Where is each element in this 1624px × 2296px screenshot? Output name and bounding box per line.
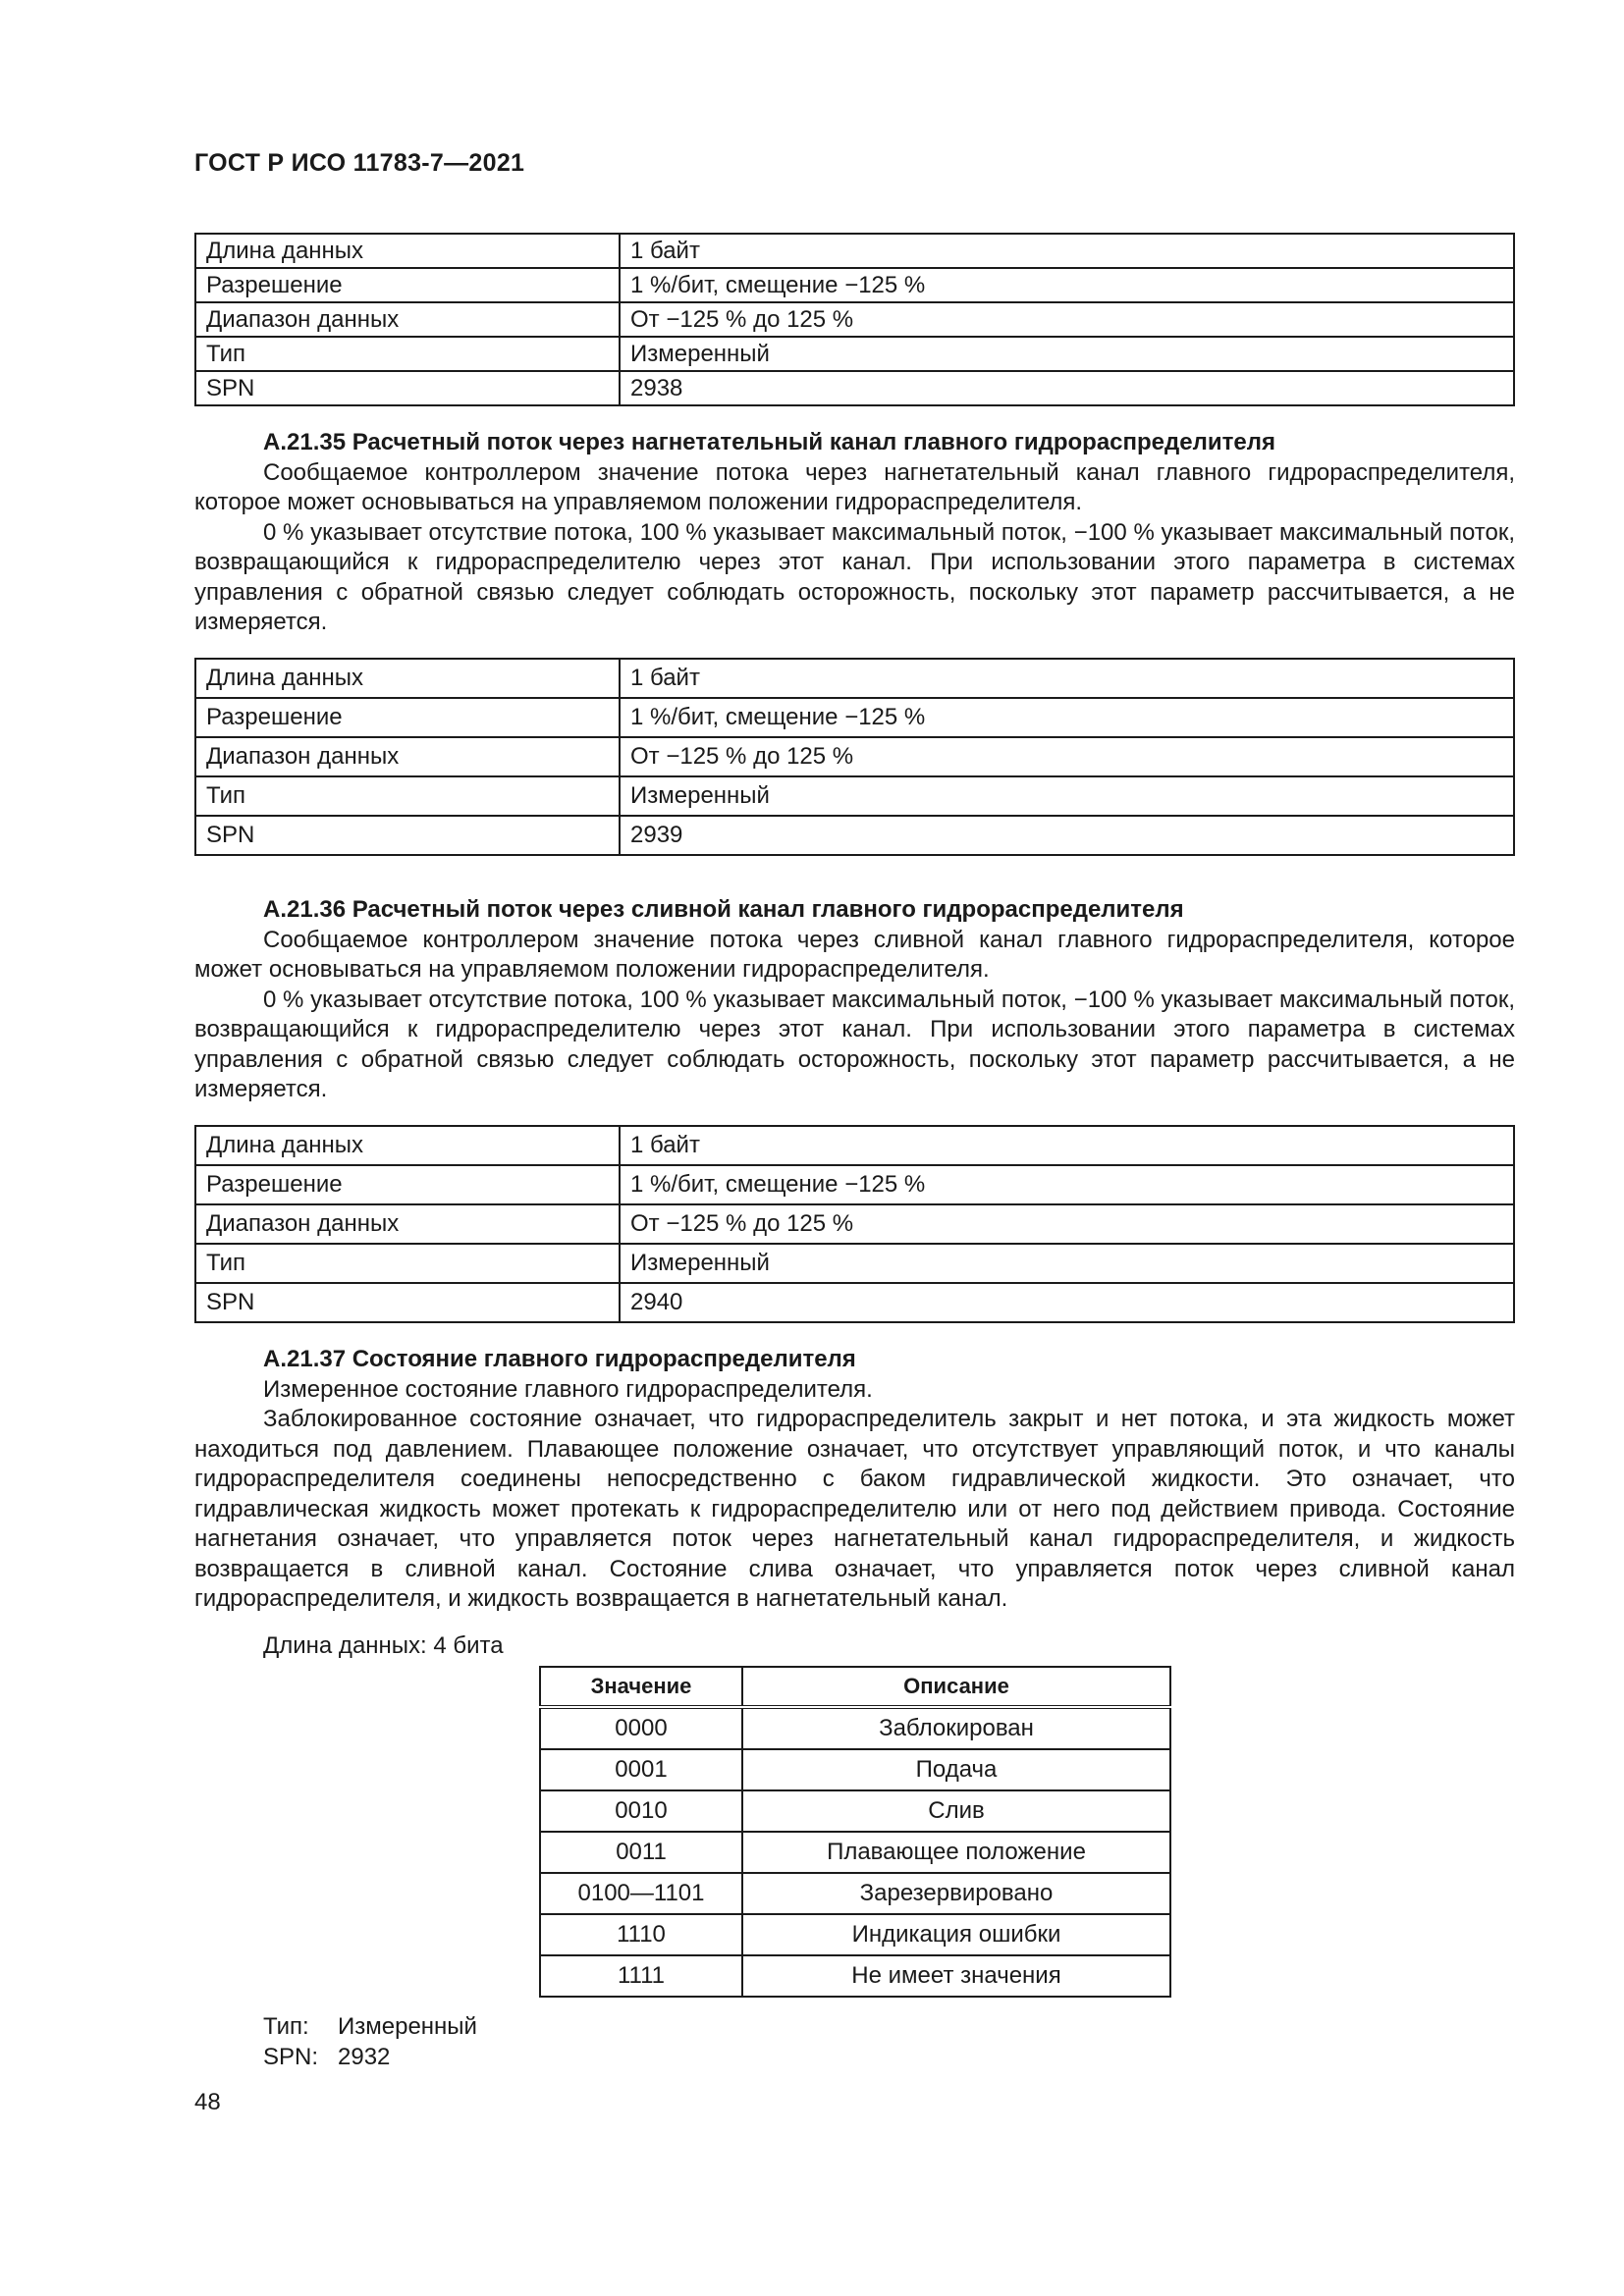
parameter-table-2938 xyxy=(194,233,1515,406)
param-value: Измеренный xyxy=(620,1244,1514,1283)
state-value: 1111 xyxy=(540,1955,742,1997)
param-label: Тип xyxy=(195,1244,620,1283)
document-header: ГОСТ Р ИСО 11783-7—2021 xyxy=(194,149,525,177)
table-row xyxy=(195,698,1514,737)
table-row xyxy=(195,659,1514,698)
param-label: Диапазон данных xyxy=(195,302,620,337)
param-label: Разрешение xyxy=(195,698,620,737)
param-label: Диапазон данных xyxy=(195,737,620,776)
table-row xyxy=(195,302,1514,337)
param-value: От −125 % до 125 % xyxy=(620,1204,1514,1244)
type-value: Измеренный xyxy=(338,2013,477,2040)
type-line xyxy=(263,2012,477,2043)
parameter-table-2939 xyxy=(194,658,1515,856)
state-value: 0100—1101 xyxy=(540,1873,742,1914)
type-label: Тип: xyxy=(263,2013,309,2040)
paragraph: 0 % указывает отсутствие потока, 100 % указывает максимальный поток, −100 % указывает максимальный поток, возвращающийся к гидрораспределителю через этот канал. При использовании этого параметра в системах управления с обратной связью следует соблюдать осторожность, поскольку этот параметр рассчитывается, а не измеряется. xyxy=(194,986,1515,1102)
table-row xyxy=(195,1126,1514,1165)
table-row xyxy=(195,1244,1514,1283)
state-description: Зарезервировано xyxy=(742,1873,1170,1914)
paragraph: Измеренное состояние главного гидрораспределителя. xyxy=(263,1375,873,1403)
param-value: 1 байт xyxy=(620,659,1514,698)
table-row xyxy=(195,737,1514,776)
param-label: SPN xyxy=(195,371,620,405)
table-row xyxy=(540,1790,1170,1832)
state-description: Слив xyxy=(742,1790,1170,1832)
table-row xyxy=(195,1165,1514,1204)
param-label: Длина данных xyxy=(195,1126,620,1165)
column-header-value: Значение xyxy=(540,1667,742,1707)
paragraph: 0 % указывает отсутствие потока, 100 % указывает максимальный поток, −100 % указывает максимальный поток, возвращающийся к гидрораспределителю через этот канал. При использовании этого параметра в системах управления с обратной связью следует соблюдать осторожность, поскольку этот параметр рассчитывается, а не измеряется. xyxy=(194,518,1515,635)
table-row xyxy=(195,1204,1514,1244)
param-value: От −125 % до 125 % xyxy=(620,737,1514,776)
paragraph: Сообщаемое контроллером значение потока через нагнетательный канал главного гидрораспределителя, которое может основываться на управляемом положении гидрораспределителя. xyxy=(194,458,1515,515)
table-row xyxy=(540,1914,1170,1955)
param-value: Измеренный xyxy=(620,776,1514,816)
param-value: 1 %/бит, смещение −125 % xyxy=(620,698,1514,737)
state-description: Заблокирован xyxy=(742,1707,1170,1749)
table-row xyxy=(195,268,1514,302)
param-value: 1 %/бит, смещение −125 % xyxy=(620,268,1514,302)
table-row xyxy=(540,1873,1170,1914)
section-heading: А.21.37 Состояние главного гидрораспределителя xyxy=(263,1346,856,1372)
state-description: Индикация ошибки xyxy=(742,1914,1170,1955)
type-spn-info xyxy=(263,2012,477,2072)
table-header-row xyxy=(540,1667,1170,1707)
paragraph: Сообщаемое контроллером значение потока через сливной канал главного гидрораспределителя, которое может основываться на управляемом положении гидрораспределителя. xyxy=(194,926,1515,983)
state-value: 0011 xyxy=(540,1832,742,1873)
param-value: 2940 xyxy=(620,1283,1514,1322)
section-a-21-35 xyxy=(194,428,1515,638)
param-label: SPN xyxy=(195,816,620,855)
param-label: Разрешение xyxy=(195,268,620,302)
param-label: Тип xyxy=(195,776,620,816)
spn-label: SPN: xyxy=(263,2043,319,2070)
table-row xyxy=(195,371,1514,405)
param-value: 1 %/бит, смещение −125 % xyxy=(620,1165,1514,1204)
param-value: Измеренный xyxy=(620,337,1514,371)
section-heading: А.21.36 Расчетный поток через сливной канал главного гидрораспределителя xyxy=(263,896,1184,923)
table-row xyxy=(195,234,1514,268)
state-value: 0010 xyxy=(540,1790,742,1832)
paragraph: Заблокированное состояние означает, что гидрораспределитель закрыт и нет потока, и эта жидкость может находиться под давлением. Плавающее положение означает, что отсутствует управляющий поток, и что каналы гидрораспределителя соединены непосредственно с баком гидравлической жидкости. Это означает, что гидравлическая жидкость может протекать к гидрораспределителю или от него под действием привода. Состояние нагнетания означает, что управляется поток через нагнетательный канал гидрораспределителя, и жидкость возвращается в сливной канал. Состояние слива означает, что управляется поток через сливной канал гидрораспределителя, и жидкость возвращается в нагнетательный канал. xyxy=(194,1406,1515,1612)
state-description: Подача xyxy=(742,1749,1170,1790)
table-row xyxy=(195,816,1514,855)
param-label: Разрешение xyxy=(195,1165,620,1204)
state-table xyxy=(539,1666,1171,1998)
param-label: Длина данных xyxy=(195,659,620,698)
table-row xyxy=(195,776,1514,816)
param-value: 1 байт xyxy=(620,234,1514,268)
param-label: Тип xyxy=(195,337,620,371)
parameter-table-2940 xyxy=(194,1125,1515,1323)
state-value: 1110 xyxy=(540,1914,742,1955)
section-a-21-36 xyxy=(194,895,1515,1105)
table-row xyxy=(540,1749,1170,1790)
state-value: 0001 xyxy=(540,1749,742,1790)
state-description: Плавающее положение xyxy=(742,1832,1170,1873)
table-row xyxy=(540,1955,1170,1997)
param-value: 1 байт xyxy=(620,1126,1514,1165)
param-label: Диапазон данных xyxy=(195,1204,620,1244)
param-value: От −125 % до 125 % xyxy=(620,302,1514,337)
page-number: 48 xyxy=(194,2089,221,2115)
section-heading: А.21.35 Расчетный поток через нагнетательный канал главного гидрораспределителя xyxy=(263,429,1275,455)
param-label: Длина данных xyxy=(195,234,620,268)
state-description: Не имеет значения xyxy=(742,1955,1170,1997)
table-row xyxy=(195,1283,1514,1322)
param-value: 2938 xyxy=(620,371,1514,405)
table-row xyxy=(540,1707,1170,1749)
table-row xyxy=(540,1832,1170,1873)
table-row xyxy=(195,337,1514,371)
param-value: 2939 xyxy=(620,816,1514,855)
param-label: SPN xyxy=(195,1283,620,1322)
state-value: 0000 xyxy=(540,1707,742,1749)
spn-value: 2932 xyxy=(338,2043,391,2070)
column-header-description: Описание xyxy=(742,1667,1170,1707)
spn-line xyxy=(263,2043,477,2073)
data-length-label: Длина данных: 4 бита xyxy=(263,1632,504,1659)
section-a-21-37 xyxy=(194,1345,1515,1615)
